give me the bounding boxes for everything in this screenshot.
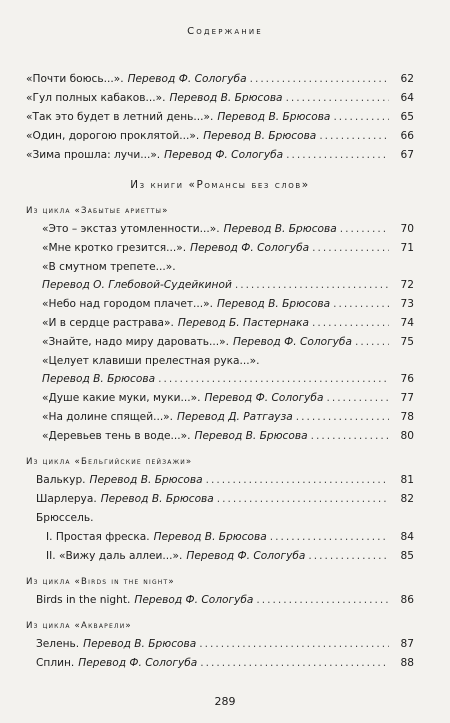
toc-entry[interactable] [26, 295, 414, 314]
entry-page-number: 85 [400, 550, 414, 562]
cycle-title-birds-in-the-night: Из цикла «Birds in the night» [26, 577, 175, 587]
entry-title: «На долине спящей...». [42, 411, 174, 423]
cycle-forgotten-ariettes-entries [26, 220, 414, 446]
entry-translator: Перевод В. Брюсова [100, 493, 214, 505]
entry-translator: Перевод В. Брюсова [153, 531, 267, 543]
entry-page-number: 81 [400, 474, 414, 486]
running-header: Содержание [187, 26, 263, 37]
entry-translator: Перевод В. Брюсова [194, 430, 308, 442]
entry-translator: Перевод В. Брюсова [83, 638, 197, 650]
dot-leader [250, 70, 389, 89]
toc-entry[interactable] [26, 89, 414, 108]
toc-entry[interactable] [26, 547, 414, 566]
dot-leader [206, 471, 389, 490]
toc-entry[interactable] [26, 408, 414, 427]
entry-translator: Перевод Ф. Сологуба [190, 242, 310, 254]
toc-entry[interactable] [26, 370, 414, 389]
entry-title: «Знайте, надо миру даровать...». [42, 336, 229, 348]
entry-translator: Перевод В. Брюсова [89, 474, 203, 486]
cycle-watercolors-entries [26, 635, 414, 673]
toc-entry[interactable] [26, 239, 414, 258]
toc-entry[interactable] [26, 389, 414, 408]
entry-title: «В смутном трепете...». [42, 261, 176, 273]
dot-leader [286, 89, 389, 108]
toc-entry[interactable] [26, 70, 414, 89]
entry-title: «Так это будет в летний день...». [26, 111, 214, 123]
entry-title: «И в сердце растрава». [42, 317, 174, 329]
entry-page-number: 66 [400, 130, 414, 142]
dot-leader [217, 490, 389, 509]
dot-leader [326, 389, 389, 408]
entry-title: «Деревьев тень в воде...». [42, 430, 191, 442]
entry-title: II. «Вижу даль аллеи...». [46, 550, 183, 562]
toc-entry[interactable] [26, 352, 414, 371]
toc-entry[interactable] [26, 471, 414, 490]
entry-page-number: 72 [400, 279, 414, 291]
entry-translator: Перевод Ф. Сологуба [78, 657, 198, 669]
entry-page-number: 88 [400, 657, 414, 669]
entry-title: «Мне кротко грезится...». [42, 242, 187, 254]
entry-page-number: 62 [400, 73, 414, 85]
dot-leader [312, 314, 389, 333]
toc-entry[interactable] [26, 591, 414, 610]
table-of-contents [26, 70, 414, 673]
entry-translator: Перевод В. Брюсова [42, 373, 156, 385]
dot-leader [333, 108, 389, 127]
section-title: Из книги «Романсы без слов» [130, 179, 310, 191]
entry-translator: Перевод Б. Пастернака [177, 317, 310, 329]
dot-leader [340, 220, 389, 239]
dot-leader [256, 591, 389, 610]
dot-leader [355, 333, 389, 352]
toc-entry[interactable] [26, 427, 414, 446]
entry-page-number: 84 [400, 531, 414, 543]
entry-page-number: 86 [400, 594, 414, 606]
toc-entry[interactable] [26, 654, 414, 673]
entry-title: Шарлеруа. [36, 493, 97, 505]
cycle-title-forgotten-ariettes: Из цикла «Забытые ариетты» [26, 206, 169, 216]
entry-translator: Перевод В. Брюсова [217, 111, 331, 123]
dot-leader [319, 127, 389, 146]
toc-entry[interactable] [26, 528, 414, 547]
entry-title: Зелень. [36, 638, 80, 650]
entry-page-number: 75 [400, 336, 414, 348]
entry-translator: Перевод В. Брюсова [223, 223, 337, 235]
toc-entry[interactable] [26, 276, 414, 295]
entry-translator: Перевод В. Брюсова [216, 298, 331, 310]
toc-entry[interactable] [26, 333, 414, 352]
dot-leader [199, 635, 389, 654]
dot-leader [296, 408, 389, 427]
entry-title: I. Простая фреска. [46, 531, 150, 543]
entry-page-number: 87 [400, 638, 414, 650]
entry-title: «Почти боюсь...». [26, 73, 124, 85]
entry-translator: Перевод Ф. Сологуба [186, 550, 306, 562]
entry-title: Birds in the night. [36, 594, 131, 606]
entry-translator: Перевод Ф. Сологуба [232, 336, 352, 348]
entry-page-number: 67 [400, 149, 414, 161]
toc-entry[interactable] [26, 490, 414, 509]
toc-entry[interactable] [26, 127, 414, 146]
entry-title: «Это – экстаз утомленности...». [42, 223, 220, 235]
entry-page-number: 74 [400, 317, 414, 329]
entry-translator: Перевод Ф. Сологуба [134, 594, 254, 606]
entry-title: «Один, дорогою проклятой...». [26, 130, 200, 142]
dot-leader [311, 427, 389, 446]
entry-page-number: 78 [400, 411, 414, 423]
entry-title: Брюссель. [36, 512, 94, 524]
entry-page-number: 71 [400, 242, 414, 254]
cycle-title-watercolors: Из цикла «Акварели» [26, 621, 132, 631]
entry-title: «Зима прошла: лучи...». [26, 149, 161, 161]
entry-translator: Перевод Д. Ратгауза [177, 411, 293, 423]
dot-leader [312, 239, 389, 258]
entry-page-number: 77 [400, 392, 414, 404]
dot-leader [270, 528, 389, 547]
entry-title: Валькур. [36, 474, 86, 486]
toc-entry[interactable] [26, 509, 414, 528]
dot-leader [158, 370, 389, 389]
entry-translator: Перевод В. Брюсова [203, 130, 317, 142]
toc-entry[interactable] [26, 258, 414, 277]
toc-entry[interactable] [26, 314, 414, 333]
entry-page-number: 65 [400, 111, 414, 123]
cycle-birds-in-the-night-entries [26, 591, 414, 610]
entry-page-number: 80 [400, 430, 414, 442]
toc-entry[interactable] [26, 108, 414, 127]
entry-title: «Душе какие муки, муки...». [42, 392, 201, 404]
entry-translator: Перевод Ф. Сологуба [204, 392, 324, 404]
entry-page-number: 70 [400, 223, 414, 235]
toc-entry[interactable] [26, 220, 414, 239]
toc-entry[interactable] [26, 146, 414, 165]
page-number: 289 [214, 695, 236, 708]
cycle-title-belgian-landscapes: Из цикла «Бельгийские пейзажи» [26, 457, 193, 467]
entry-page-number: 64 [400, 92, 414, 104]
entry-page-number: 82 [400, 493, 414, 505]
dot-leader [286, 146, 389, 165]
entry-title: «Целует клавиши прелестная рука...». [42, 355, 260, 367]
entry-title: Сплин. [36, 657, 75, 669]
dot-leader [308, 547, 389, 566]
entry-title: «Небо над городом плачет...». [42, 298, 213, 310]
cycle-belgian-landscapes-entries [26, 471, 414, 566]
dot-leader [333, 295, 389, 314]
dot-leader [200, 654, 389, 673]
entry-translator: Перевод В. Брюсова [169, 92, 283, 104]
entry-page-number: 76 [400, 373, 414, 385]
toc-entry[interactable] [26, 635, 414, 654]
entry-translator: Перевод Ф. Сологуба [164, 149, 284, 161]
dot-leader [235, 276, 389, 295]
entry-title: «Гул полных кабаков...». [26, 92, 166, 104]
entry-translator: Перевод Ф. Сологуба [127, 73, 247, 85]
entry-page-number: 73 [400, 298, 414, 310]
top-entries [26, 70, 414, 165]
entry-translator: Перевод О. Глебовой-Судейкиной [42, 279, 232, 291]
